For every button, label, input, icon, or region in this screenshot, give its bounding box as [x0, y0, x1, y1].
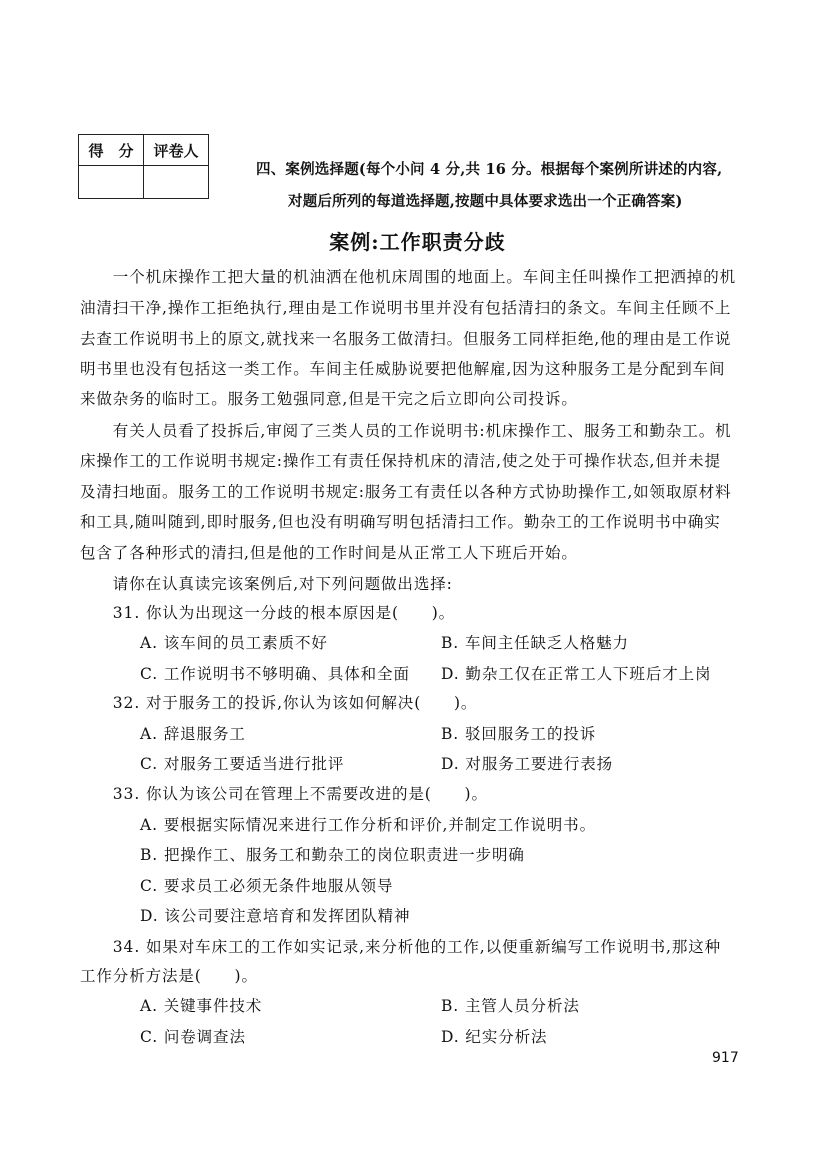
question-32-option-b[interactable]: B. 驳回服务工的投诉 — [441, 725, 597, 743]
question-32-option-c[interactable]: C. 对服务工要适当进行批评 — [140, 755, 345, 773]
case-paragraph-line: 油清扫干净,操作工拒绝执行,理由是工作说明书里并没有包括清扫的条文。车间主任顾不上 — [80, 299, 732, 317]
case-title: 案例:工作职责分歧 — [329, 230, 506, 254]
question-33-option-d[interactable]: D. 该公司要注意培育和发挥团队精神 — [140, 907, 411, 925]
case-paragraph-line: 包含了各种形式的清扫,但是他的工作时间是从正常工人下班后开始。 — [80, 544, 578, 562]
score-cell[interactable] — [79, 166, 144, 199]
case-paragraph-line: 一个机床操作工把大量的机油洒在他机床周围的地面上。车间主任叫操作工把洒掉的机 — [80, 268, 737, 286]
question-34-option-c[interactable]: C. 问卷调查法 — [140, 1028, 246, 1046]
question-32-option-d[interactable]: D. 对服务工要进行表扬 — [441, 755, 614, 773]
question-32-option-a[interactable]: A. 辞退服务工 — [140, 725, 246, 743]
case-paragraph-line: 来做杂务的临时工。服务工勉强同意,但是干完之后立即向公司投诉。 — [80, 390, 578, 408]
question-32-stem: 32. 对于服务工的投诉,你认为该如何解决( )。 — [80, 694, 478, 712]
section-instruction-line-2: 对题后所列的每道选择题,按题中具体要求选出一个正确答案) — [288, 193, 683, 210]
score-header: 得 分 — [79, 135, 144, 166]
case-paragraph-line: 及清扫地面。服务工的工作说明书规定:服务工有责任以各种方式协助操作工,如领取原材料 — [80, 483, 732, 501]
page-number: 917 — [712, 1050, 739, 1066]
section-instruction-line-1: 四、案例选择题(每个小问 4 分,共 16 分。根据每个案例所讲述的内容, — [256, 161, 723, 178]
case-paragraph-line: 床操作工的工作说明书规定:操作工有责任保持机床的清洁,使之处于可操作状态,但并未提 — [80, 452, 721, 470]
question-31-stem: 31. 你认为出现这一分歧的根本原因是( )。 — [80, 604, 456, 622]
score-table — [78, 134, 209, 199]
case-paragraph-line: 和工具,随叫随到,即时服务,但也没有明确写明包括清扫工作。勤杂工的工作说明书中确实 — [80, 513, 721, 531]
case-instruction-line: 请你在认真读完该案例后,对下列问题做出选择: — [80, 575, 453, 593]
case-paragraph-line: 去查工作说明书上的原文,就找来一名服务工做清扫。但服务工同样拒绝,他的理由是工作说 — [80, 330, 732, 348]
question-34-stem-line-1: 34. 如果对车床工的工作如实记录,来分析他的工作,以便重新编写工作说明书,那这种 — [80, 938, 722, 956]
grader-cell[interactable] — [144, 166, 209, 199]
grader-header: 评卷人 — [144, 135, 209, 166]
question-33-stem: 33. 你认为该公司在管理上不需要改进的是( )。 — [80, 785, 488, 803]
question-33-option-c[interactable]: C. 要求员工必须无条件地服从领导 — [140, 877, 394, 895]
case-paragraph-line: 有关人员看了投拆后,审阅了三类人员的工作说明书:机床操作工、服务工和勤杂工。机 — [80, 422, 732, 440]
question-34-option-d[interactable]: D. 纪实分析法 — [441, 1028, 548, 1046]
question-31-option-c[interactable]: C. 工作说明书不够明确、具体和全面 — [140, 665, 410, 683]
question-31-option-b[interactable]: B. 车间主任缺乏人格魅力 — [441, 634, 629, 652]
question-33-option-b[interactable]: B. 把操作工、服务工和勤杂工的岗位职责进一步明确 — [140, 846, 525, 864]
question-31-option-d[interactable]: D. 勤杂工仅在正常工人下班后才上岗 — [441, 665, 712, 683]
question-33-option-a[interactable]: A. 要根据实际情况来进行工作分析和评价,并制定工作说明书。 — [140, 816, 596, 834]
question-34-stem-line-2: 工作分析方法是( )。 — [80, 967, 258, 985]
question-34-option-b[interactable]: B. 主管人员分析法 — [441, 997, 580, 1015]
question-31-option-a[interactable]: A. 该车间的员工素质不好 — [140, 634, 328, 652]
question-34-option-a[interactable]: A. 关键事件技术 — [140, 997, 263, 1015]
case-paragraph-line: 明书里也没有包括这一类工作。车间主任威胁说要把他解雇,因为这种服务工是分配到车间 — [80, 360, 726, 378]
